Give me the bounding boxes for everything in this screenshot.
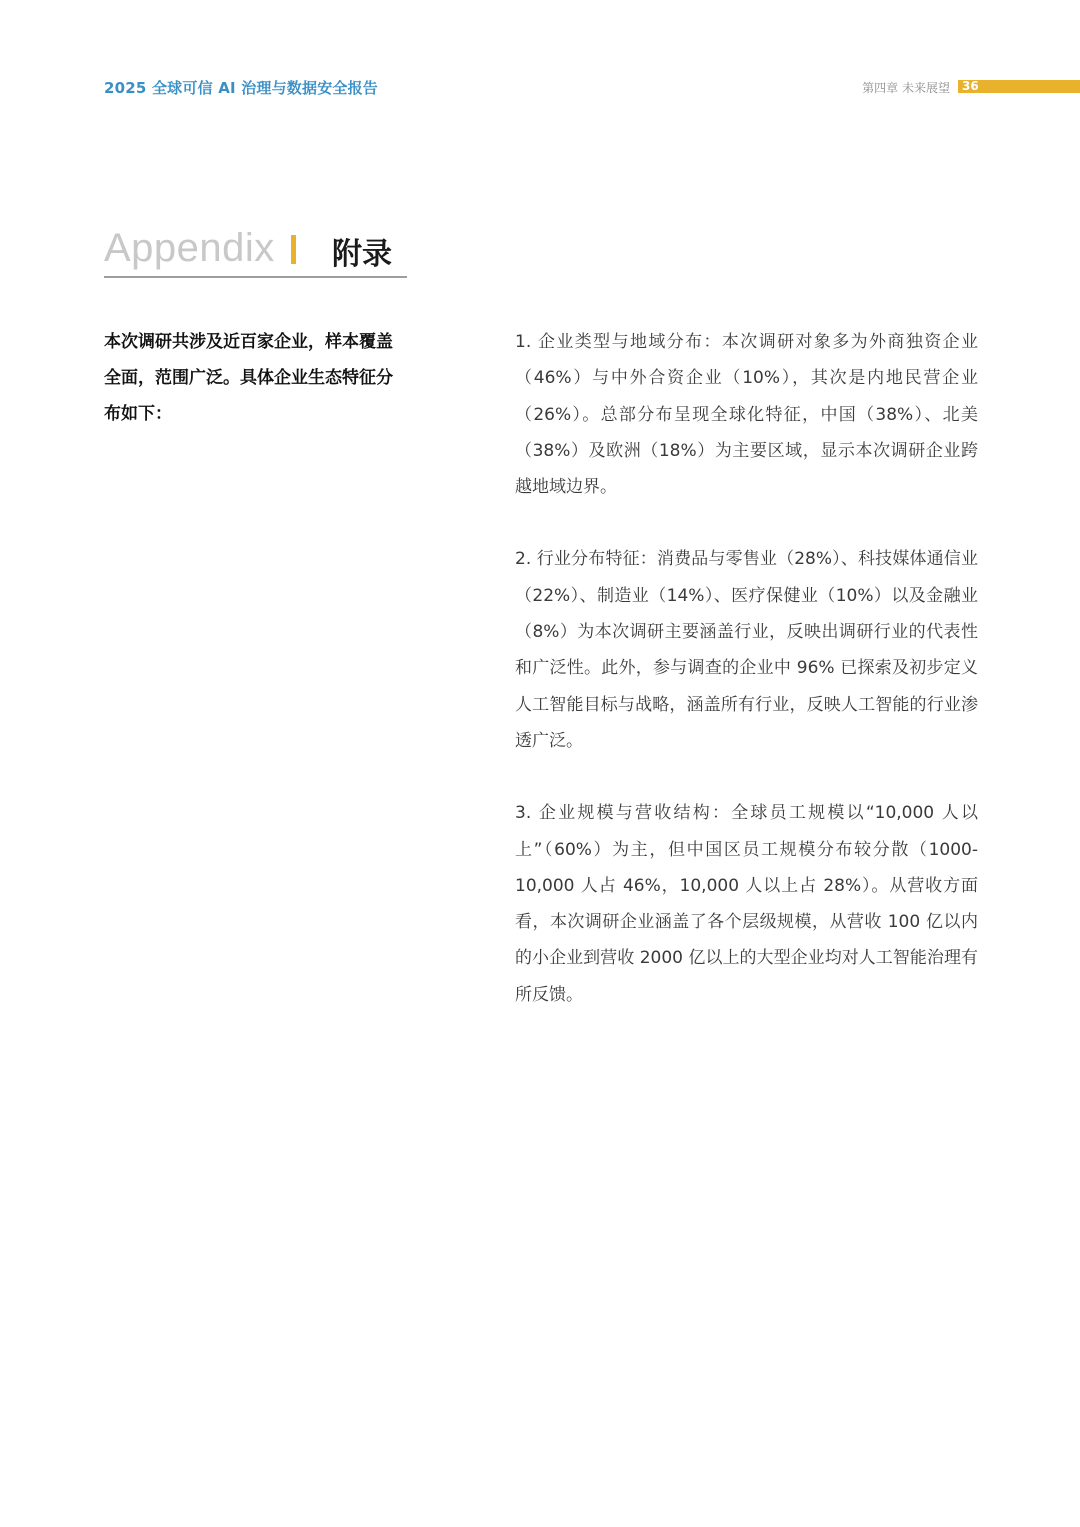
heading-divider	[291, 235, 296, 264]
finding-paragraph: 1. 企业类型与地域分布：本次调研对象多为外商独资企业（46%）与中外合资企业（10%），其次是内地民营企业（26%）。总部分布呈现全球化特征，中国（38%）、北美（38%）及欧洲（18%）为主要区域，显示本次调研企业跨越地域边界。	[515, 332, 978, 498]
page-number: 36	[962, 79, 979, 93]
section-title-en: Appendix	[104, 226, 275, 270]
finding-paragraph: 3. 企业规模与营收结构：全球员工规模以“10,000 人以上”（60%）为主，但中国区员工规模分布较分散（1000-10,000 人占 46%，10,000 人以上占 28%）。从营收方面看，本次调研企业涵盖了各个层级规模，从营收 100 亿以内的小企业到营收 2000 亿以上的大型企业均对人工智能治理有所反馈。	[515, 803, 978, 1005]
chapter-label: 第四章 未来展望	[862, 81, 950, 95]
finding-paragraph: 2. 行业分布特征：消费品与零售业（28%）、科技媒体通信业（22%）、制造业（14%）、医疗保健业（10%）以及金融业（8%）为本次调研主要涵盖行业，反映出调研行业的代表性和广泛性。此外，参与调查的企业中 96% 已探索及初步定义人工智能目标与战略，涵盖所有行业，反映人工智能的行业渗透广泛。	[515, 549, 978, 751]
section-heading	[104, 224, 407, 278]
intro-summary: 本次调研共涉及近百家企业，样本覆盖全面，范围广泛。具体企业生态特征分布如下：	[104, 332, 393, 424]
section-title-cn: 附录	[332, 237, 392, 272]
findings-column	[515, 324, 978, 1049]
report-title: 2025 全球可信 AI 治理与数据安全报告	[104, 79, 379, 97]
